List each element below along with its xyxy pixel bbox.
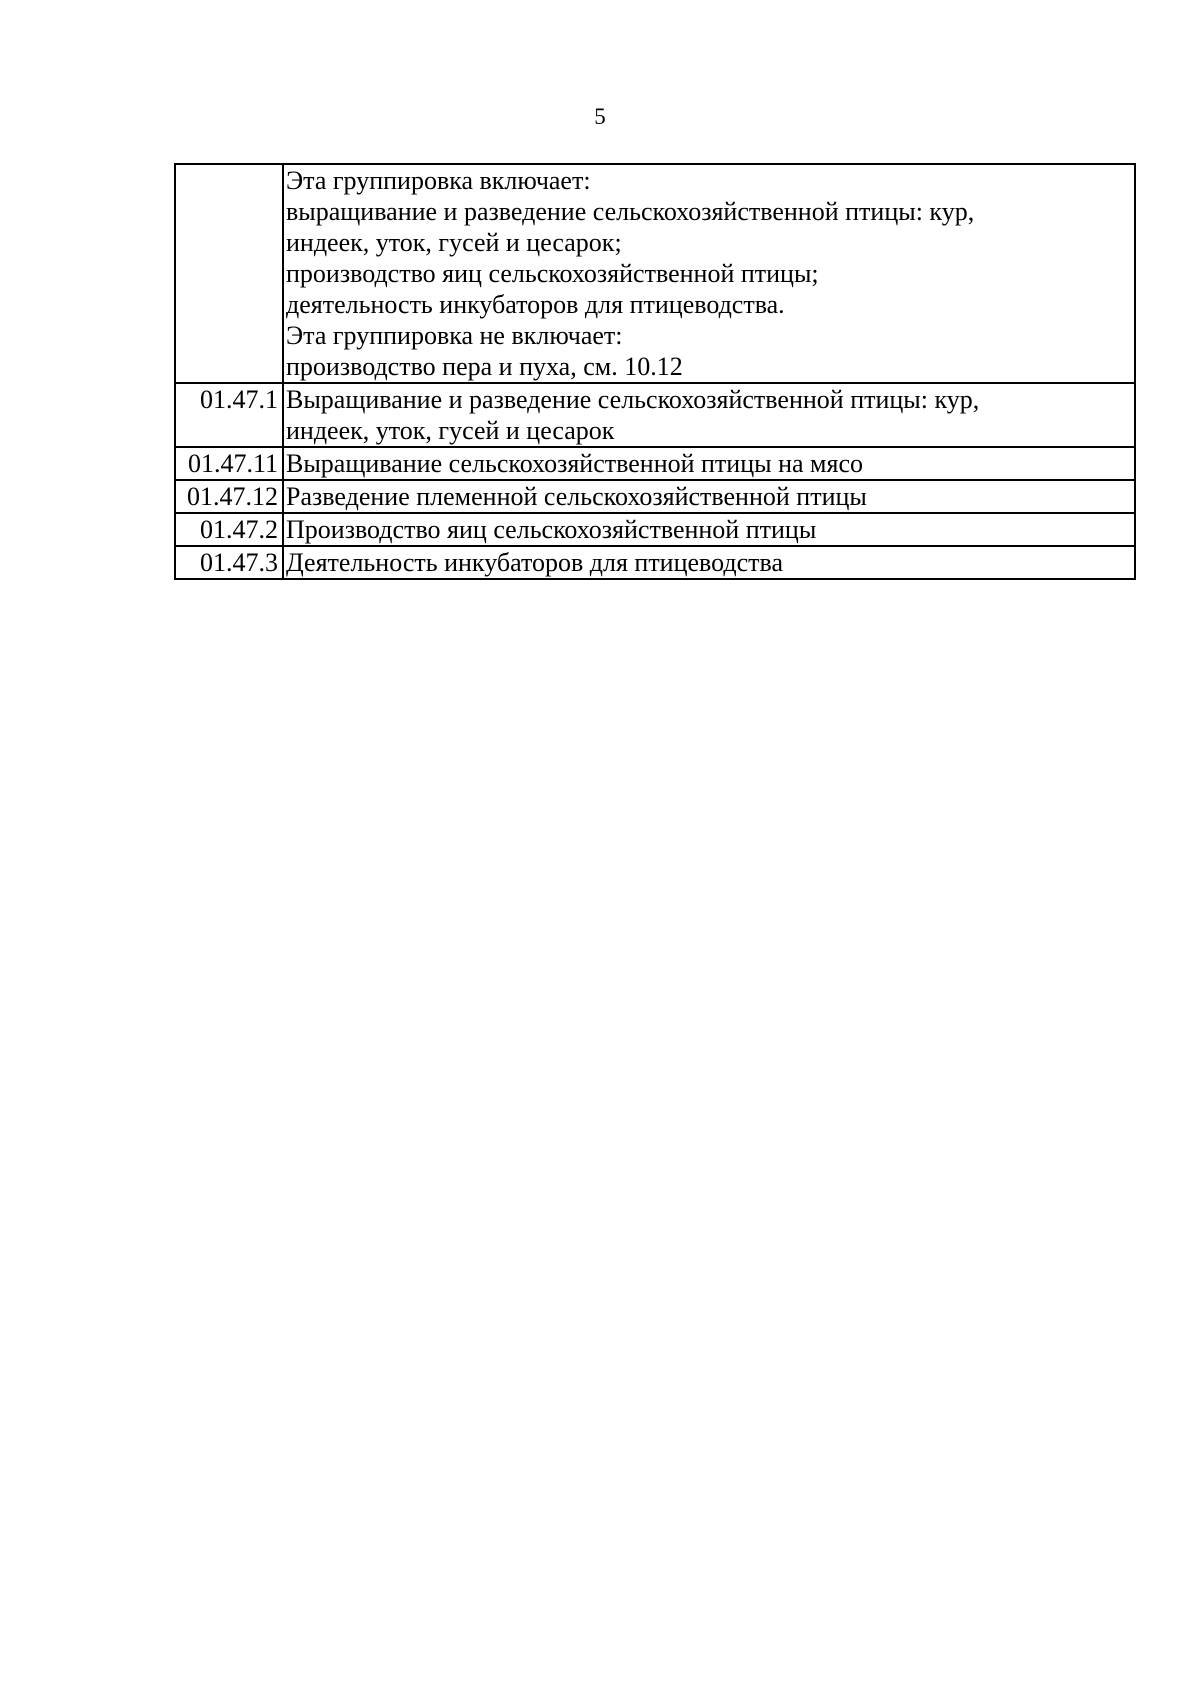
- description-line: индеек, уток, гусей и цесарок;: [286, 228, 622, 257]
- code-cell: 01.47.12: [175, 480, 283, 513]
- table-row: [175, 513, 1135, 546]
- classification-table: [174, 163, 1136, 580]
- page-number: 5: [594, 104, 606, 129]
- description-line: Выращивание сельскохозяйственной птицы на мясо: [286, 449, 864, 478]
- description-line: производство яиц сельскохозяйственной птицы;: [286, 259, 819, 288]
- description-line: Производство яиц сельскохозяйственной птицы: [286, 515, 817, 544]
- table-row-intro: [175, 164, 1135, 383]
- code-cell: 01.47.2: [175, 513, 283, 546]
- code-cell: 01.47.11: [175, 447, 283, 480]
- description-cell: [283, 447, 1135, 480]
- description-line: Эта группировка включает:: [286, 166, 591, 195]
- code-cell: 01.47.1: [175, 383, 283, 447]
- table-row: [175, 447, 1135, 480]
- table-row: [175, 546, 1135, 579]
- description-line: Эта группировка не включает:: [286, 321, 623, 350]
- description-line: Разведение племенной сельскохозяйственной птицы: [286, 482, 867, 511]
- description-line: производство пера и пуха, см. 10.12: [286, 352, 683, 381]
- description-cell: [283, 480, 1135, 513]
- table-row: [175, 480, 1135, 513]
- description-line: выращивание и разведение сельскохозяйственной птицы: кур,: [286, 197, 975, 226]
- description-line: Деятельность инкубаторов для птицеводства: [286, 548, 784, 577]
- description-cell: [283, 164, 1135, 383]
- code-cell: [175, 164, 283, 383]
- description-line: деятельность инкубаторов для птицеводства.: [286, 290, 785, 319]
- description-line: Выращивание и разведение сельскохозяйственной птицы: кур,: [286, 385, 980, 414]
- description-cell: [283, 546, 1135, 579]
- code-cell: 01.47.3: [175, 546, 283, 579]
- table-row: [175, 383, 1135, 447]
- description-cell: [283, 513, 1135, 546]
- description-cell: [283, 383, 1135, 447]
- description-line: индеек, уток, гусей и цесарок: [286, 416, 615, 445]
